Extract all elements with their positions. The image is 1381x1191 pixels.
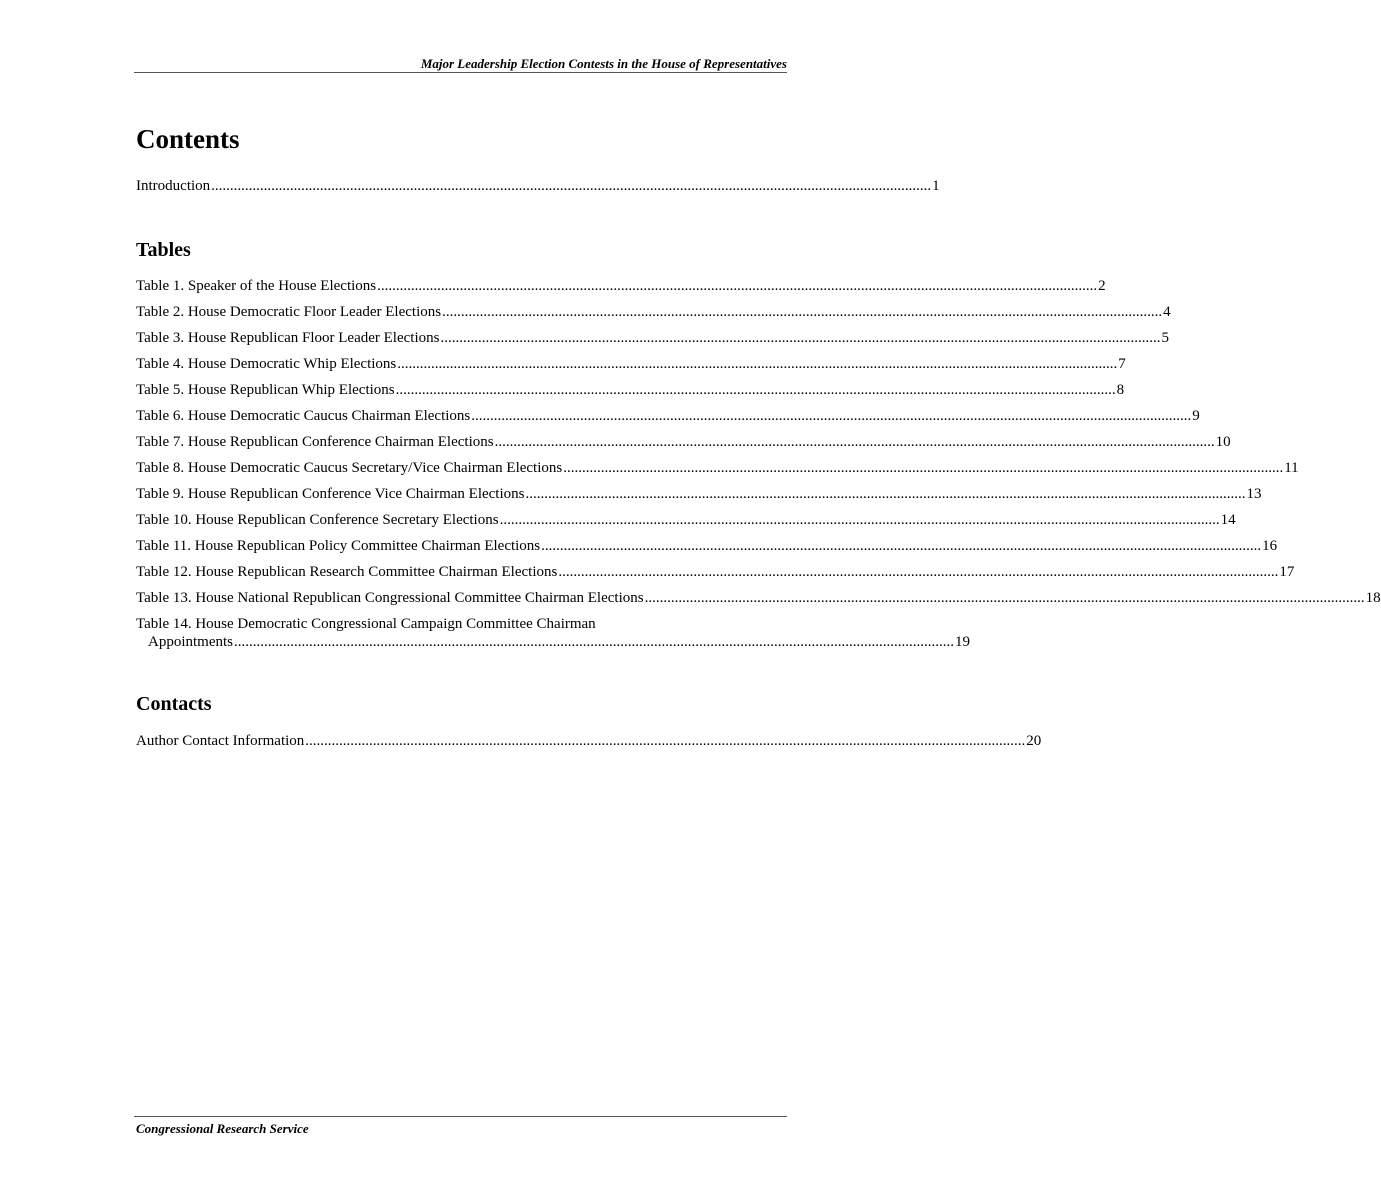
toc-page-number: 2 — [1098, 278, 1106, 294]
dot-leader: ................................................................................................................................................................................................ — [395, 382, 1116, 398]
toc-entry-table-4[interactable] — [136, 355, 1126, 381]
toc-entry-text-line2: Appointments — [148, 634, 233, 650]
toc-entry-author-contact[interactable] — [136, 732, 1042, 758]
toc-page-number: 10 — [1215, 434, 1231, 450]
toc-entry-table-1[interactable] — [136, 277, 1106, 303]
toc-entry-text: Table 8. House Democratic Caucus Secretary/Vice Chairman Elections — [136, 460, 563, 476]
toc-page-number: 16 — [1262, 538, 1278, 554]
toc-entry-table-11[interactable] — [136, 537, 1278, 563]
dot-leader: ................................................................................................................................................................................................ — [499, 512, 1220, 528]
toc-page-number: 20 — [1026, 733, 1042, 749]
toc-page-number: 9 — [1192, 408, 1200, 424]
tables-list — [136, 277, 1381, 655]
dot-leader: ................................................................................................................................................................................................ — [644, 590, 1365, 606]
toc-entry-table-13[interactable] — [136, 589, 1381, 615]
toc-entry-text-line1: Table 14. House Democratic Congressional Campaign Committee Chairman — [136, 616, 596, 632]
footer-rule — [134, 1116, 787, 1117]
contacts-list — [136, 732, 1042, 758]
toc-entry-table-14[interactable] — [136, 615, 970, 655]
toc-entry-table-3[interactable] — [136, 329, 1169, 355]
toc-entry-table-7[interactable] — [136, 433, 1231, 459]
dot-leader: ................................................................................................................................................................................................ — [494, 434, 1215, 450]
toc-entry-text: Table 12. House Republican Research Committee Chairman Elections — [136, 564, 558, 580]
contents-heading: Contents — [136, 124, 240, 154]
toc-page-number: 18 — [1365, 590, 1381, 606]
dot-leader: ................................................................................................................................................................................................ — [397, 356, 1118, 372]
dot-leader: ................................................................................................................................................................................................ — [440, 330, 1161, 346]
dot-leader: ................................................................................................................................................................................................ — [558, 564, 1279, 580]
toc-page-number: 17 — [1279, 564, 1295, 580]
toc-entry-text: Table 9. House Republican Conference Vice Chairman Elections — [136, 486, 525, 502]
contacts-heading: Contacts — [136, 693, 212, 715]
toc-entry-text: Introduction — [136, 178, 211, 194]
toc-entry-introduction[interactable] — [136, 177, 940, 203]
toc-entry-table-2[interactable] — [136, 303, 1171, 329]
toc-page-number: 4 — [1163, 304, 1171, 320]
dot-leader: ................................................................................................................................................................................................ — [525, 486, 1246, 502]
toc-entry-table-10[interactable] — [136, 511, 1236, 537]
toc-entry-table-12[interactable] — [136, 563, 1295, 589]
toc-entry-text: Table 2. House Democratic Floor Leader Elections — [136, 304, 442, 320]
toc-entry-text: Table 11. House Republican Policy Committee Chairman Elections — [136, 538, 541, 554]
toc-entry-text: Table 1. Speaker of the House Elections — [136, 278, 377, 294]
toc-entry-text: Table 5. House Republican Whip Elections — [136, 382, 395, 398]
dot-leader: ................................................................................................................................................................................................ — [471, 408, 1192, 424]
toc-entry-table-8[interactable] — [136, 459, 1299, 485]
toc-entry-text: Table 13. House National Republican Congressional Committee Chairman Elections — [136, 590, 644, 606]
dot-leader: ................................................................................................................................................................................................ — [541, 538, 1262, 554]
toc-page-number: 7 — [1118, 356, 1126, 372]
toc-page-number: 1 — [932, 178, 940, 194]
toc-entry-text: Table 10. House Republican Conference Secretary Elections — [136, 512, 499, 528]
toc-entry-text: Table 3. House Republican Floor Leader Elections — [136, 330, 440, 346]
toc-page-number: 11 — [1284, 460, 1299, 476]
dot-leader: ................................................................................................................................................................................................ — [377, 278, 1098, 294]
toc-entry-text: Table 7. House Republican Conference Chairman Elections — [136, 434, 494, 450]
toc-entry-table-5[interactable] — [136, 381, 1125, 407]
toc-page-number: 19 — [955, 634, 970, 650]
toc-page-number: 14 — [1220, 512, 1236, 528]
toc-page-number: 8 — [1116, 382, 1125, 398]
toc-entry-text: Table 6. House Democratic Caucus Chairman Elections — [136, 408, 471, 424]
toc-page-number: 13 — [1246, 486, 1262, 502]
dot-leader: ................................................................................................................................................................................................ — [563, 460, 1284, 476]
tables-heading: Tables — [136, 239, 191, 261]
contents-list — [136, 177, 940, 203]
toc-entry-text: Author Contact Information — [136, 733, 305, 749]
toc-entry-text: Table 4. House Democratic Whip Elections — [136, 356, 397, 372]
toc-page-number: 5 — [1161, 330, 1169, 346]
toc-entry-table-9[interactable] — [136, 485, 1262, 511]
running-header: Major Leadership Election Contests in the House of Representatives — [420, 56, 787, 71]
dot-leader: ................................................................................................................................................................................................ — [442, 304, 1163, 320]
header-rule — [134, 72, 787, 73]
dot-leader: ................................................................................................................................................................................................ — [305, 733, 1026, 749]
dot-leader: ................................................................................................................................................................................................ — [234, 634, 954, 650]
dot-leader: ................................................................................................................................................................................................ — [211, 178, 932, 194]
footer-label: Congressional Research Service — [136, 1121, 309, 1136]
toc-entry-table-6[interactable] — [136, 407, 1200, 433]
